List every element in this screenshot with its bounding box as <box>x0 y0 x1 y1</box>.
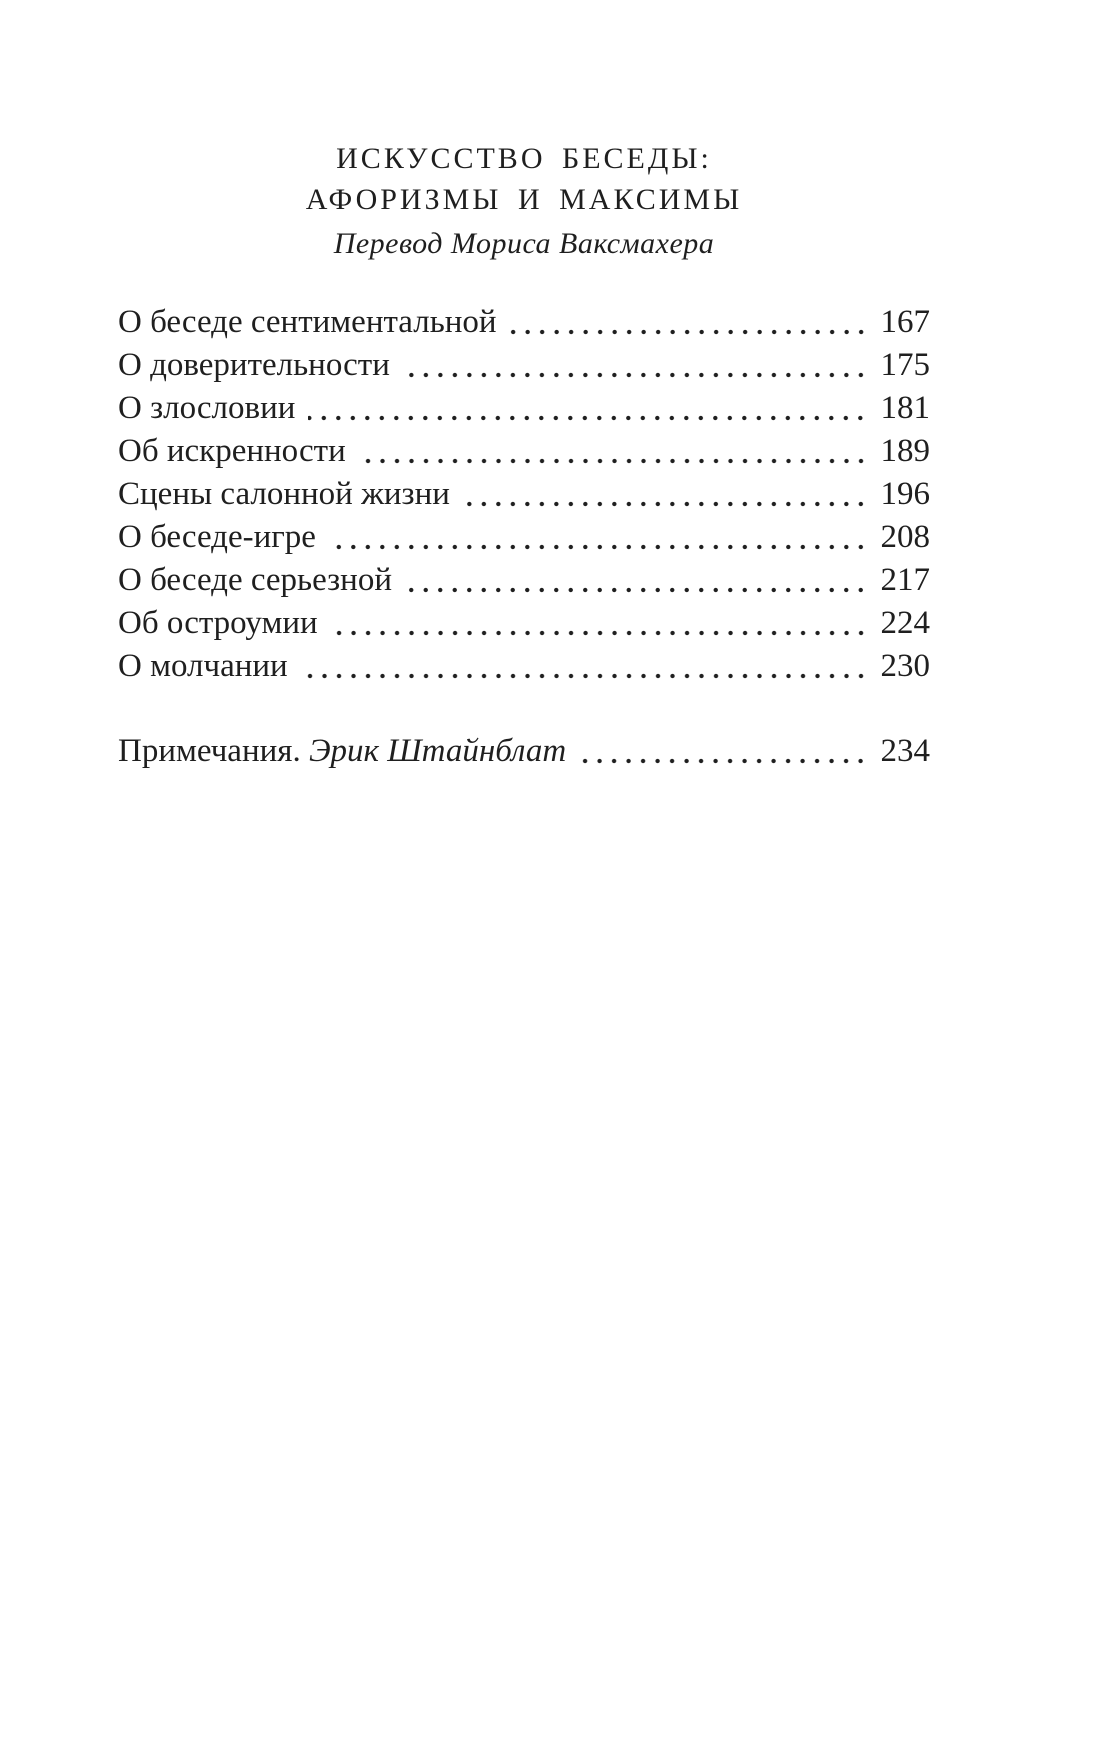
toc-entry-page: 230 <box>880 648 930 684</box>
toc-entry-title: О доверительности <box>118 347 390 383</box>
toc-entry-title: Об искренности <box>118 433 346 469</box>
toc-entry <box>118 602 930 645</box>
dot-leader <box>331 630 868 636</box>
toc-entry <box>118 387 930 430</box>
dot-leader <box>463 501 868 507</box>
toc-entry <box>118 559 930 602</box>
toc-entry-title <box>118 730 566 773</box>
toc-entry-page: 196 <box>880 476 930 512</box>
section-title-line1: ИСКУССТВО БЕСЕДЫ: <box>336 142 712 175</box>
toc-entry-title: Об остроумии <box>118 605 318 641</box>
notes-author: Эрик Штайнблат <box>308 733 567 769</box>
dot-leader <box>359 458 868 464</box>
toc-entry-page: 234 <box>880 733 930 769</box>
toc-entry-title: О молчании <box>118 648 288 684</box>
section-header <box>118 138 930 261</box>
dot-leader <box>405 587 868 593</box>
toc-entry <box>118 473 930 516</box>
dot-leader <box>403 372 868 378</box>
toc-entry-notes <box>118 730 930 773</box>
toc-entry-title: О беседе сентиментальной <box>118 304 497 340</box>
toc-entry-title: О злословии <box>118 390 296 426</box>
dot-leader <box>579 758 868 764</box>
dot-leader <box>301 673 868 679</box>
table-of-contents <box>118 301 930 773</box>
section-title <box>118 138 930 220</box>
toc-entry-title: О беседе серьезной <box>118 562 393 598</box>
notes-label: Примечания. <box>118 733 301 769</box>
toc-entry <box>118 344 930 387</box>
section-title-line2: АФОРИЗМЫ И МАКСИМЫ <box>305 183 743 216</box>
toc-entry-page: 167 <box>880 304 930 340</box>
toc-entry <box>118 301 930 344</box>
dot-leader <box>510 329 868 335</box>
dot-leader <box>329 544 868 550</box>
toc-entry <box>118 645 930 688</box>
toc-entry-title: О беседе-игре <box>118 519 316 555</box>
toc-entry-page: 181 <box>880 390 930 426</box>
toc-entry-page: 208 <box>880 519 930 555</box>
toc-entry <box>118 516 930 559</box>
toc-entry-page: 217 <box>880 562 930 598</box>
toc-entry <box>118 430 930 473</box>
toc-entry-page: 224 <box>880 605 930 641</box>
dot-leader <box>308 415 868 421</box>
toc-entry-list <box>118 301 930 688</box>
toc-entry-title: Сцены салонной жизни <box>118 476 450 512</box>
toc-entry-page: 189 <box>880 433 930 469</box>
translator-credit: Перевод Мориса Ваксмахера <box>333 227 715 260</box>
toc-entry-page: 175 <box>880 347 930 383</box>
